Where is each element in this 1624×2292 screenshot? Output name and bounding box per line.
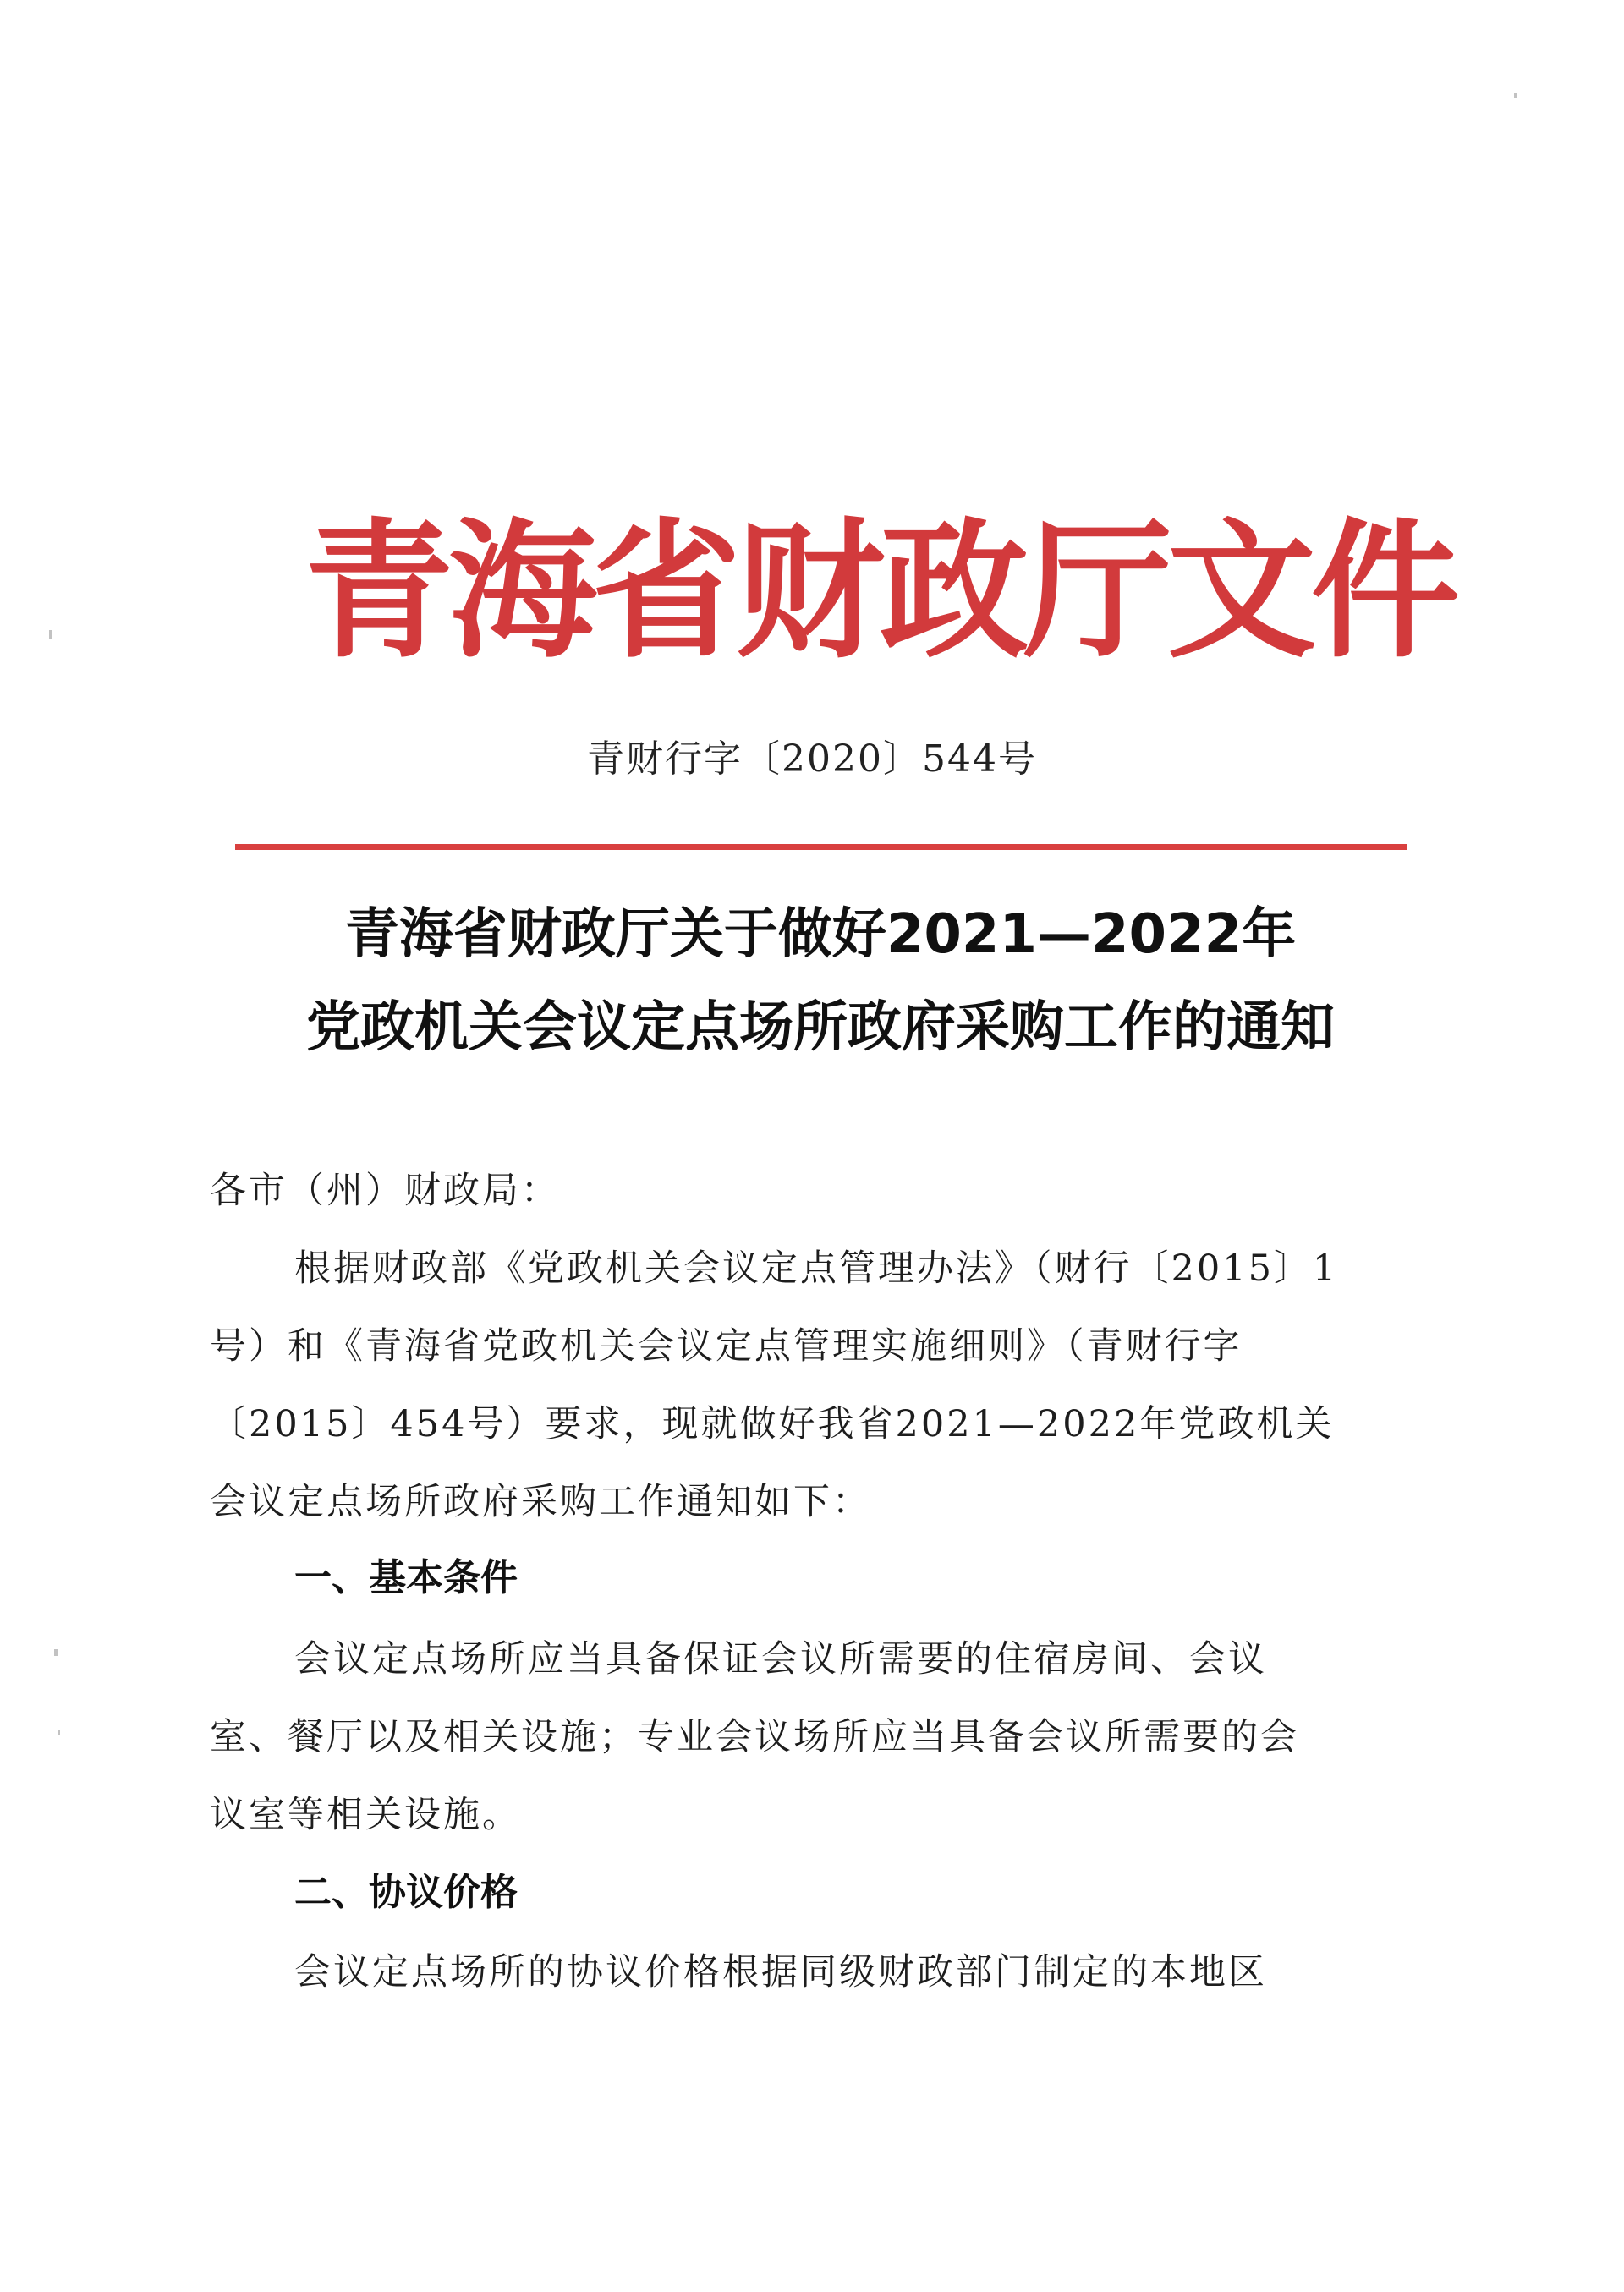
paragraph-1-line-2: 号）和《青海省党政机关会议定点管理实施细则》（青财行字 (210, 1325, 1243, 1368)
paragraph-1-line-1: 根据财政部《党政机关会议定点管理办法》（财行〔2015〕1 (294, 1247, 1339, 1290)
scan-speck (49, 630, 52, 639)
salutation: 各市（州）财政局： (210, 1170, 560, 1212)
scan-speck (58, 1730, 60, 1735)
masthead-title: 青海省财政厅文件 (304, 505, 1456, 678)
paragraph-1-line-3: 〔2015〕454号）要求，现就做好我省2021—2022年党政机关 (210, 1403, 1335, 1445)
red-divider-rule (235, 844, 1407, 850)
document-number: 青财行字〔2020〕544号 (587, 737, 1037, 781)
paragraph-1-line-4: 会议定点场所政府采购工作通知如下： (210, 1481, 871, 1523)
scan-speck (54, 1649, 58, 1656)
paragraph-3-line-1: 会议定点场所的协议价格根据同级财政部门制定的本地区 (294, 1951, 1267, 1993)
document-title-line-2: 党政机关会议定点场所政府采购工作的通知 (306, 996, 1335, 1059)
paragraph-2-line-3: 议室等相关设施。 (210, 1794, 521, 1836)
paragraph-2-line-1: 会议定点场所应当具备保证会议所需要的住宿房间、会议 (294, 1638, 1267, 1681)
paragraph-2-line-2: 室、餐厅以及相关设施；专业会议场所应当具备会议所需要的会 (210, 1716, 1299, 1758)
scan-speck (1514, 93, 1517, 98)
document-title-line-1: 青海省财政厅关于做好2021—2022年 (344, 903, 1297, 966)
section-heading-2: 二、协议价格 (294, 1871, 518, 1914)
section-heading-1: 一、基本条件 (294, 1556, 518, 1599)
